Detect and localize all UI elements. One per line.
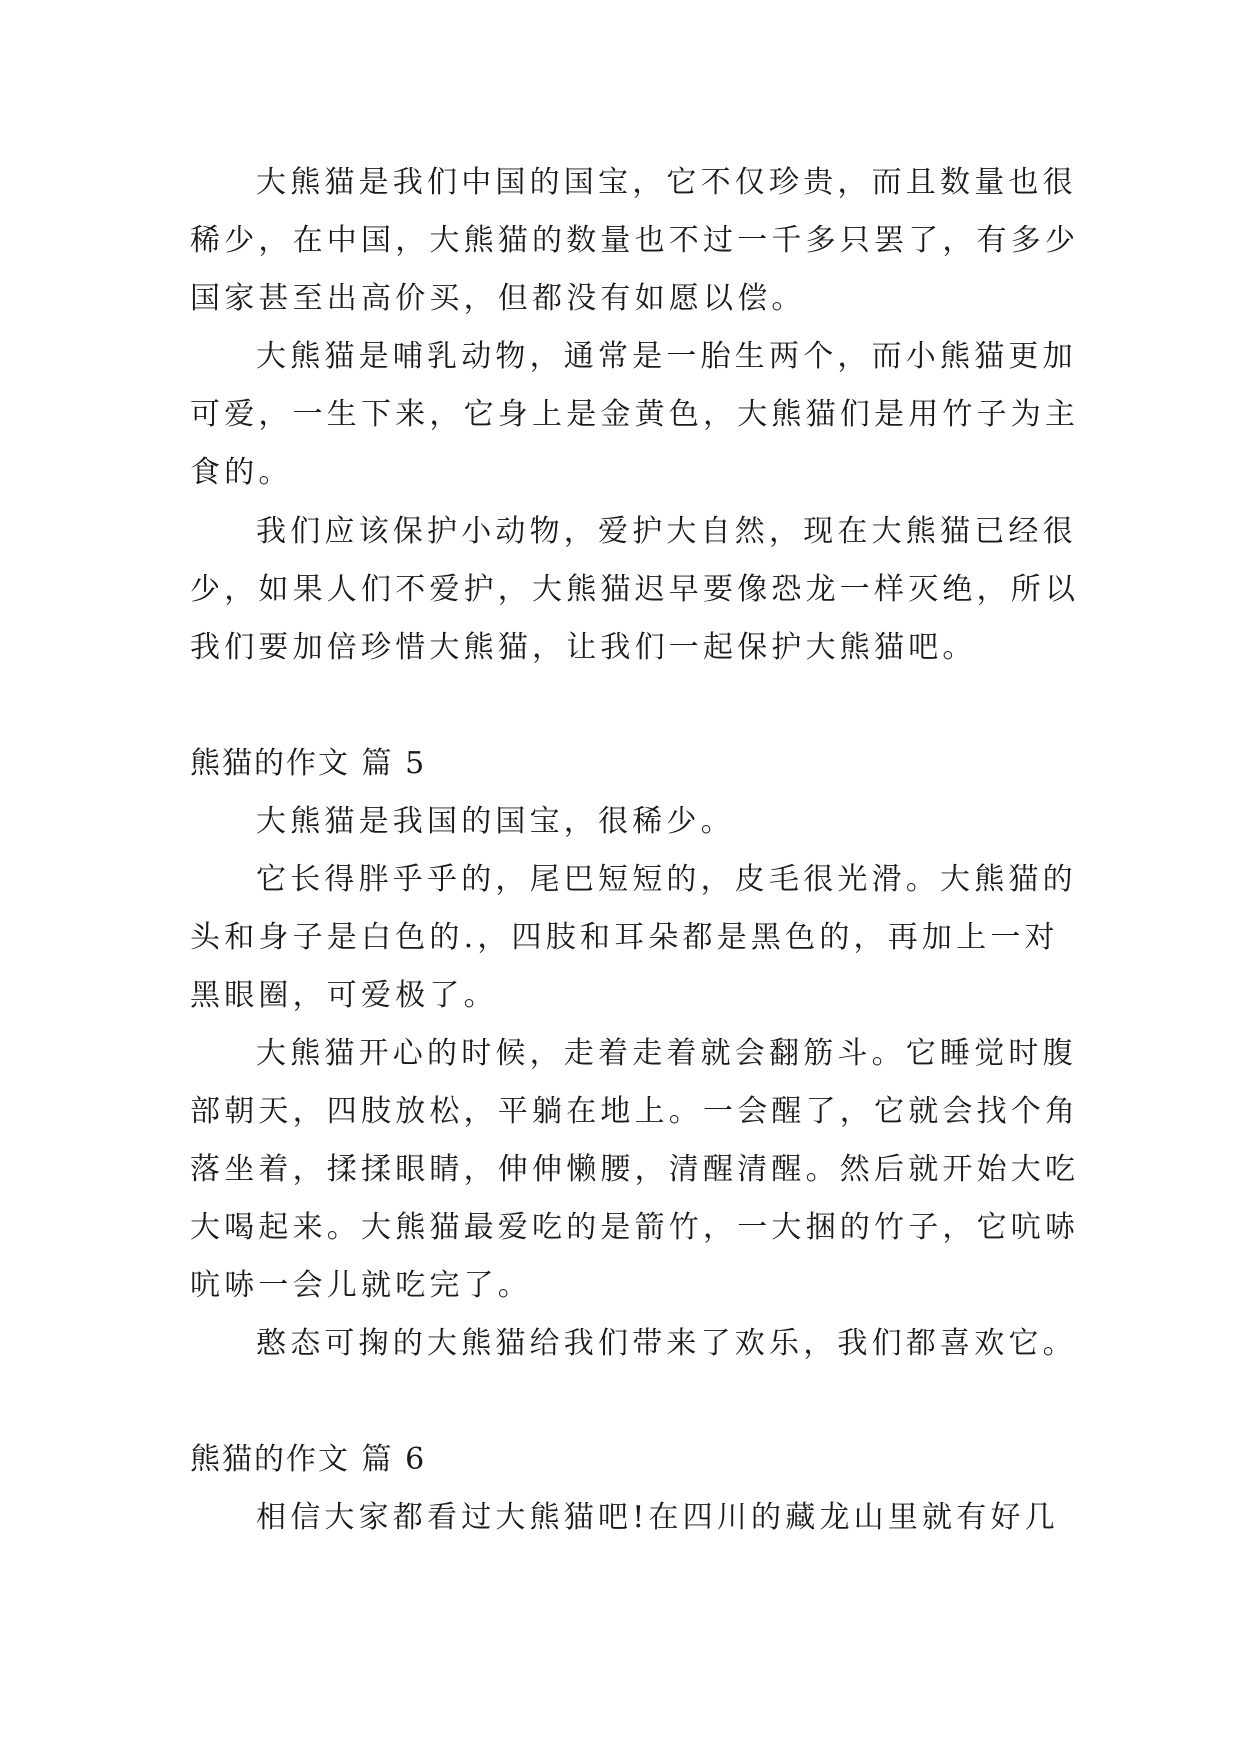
paragraph-line: 大熊猫是我国的国宝，很稀少。 <box>256 804 735 839</box>
section-heading: 熊猫的作文 篇 5 <box>190 746 427 781</box>
paragraph-line: 我们要加倍珍惜大熊猫，让我们一起保护大熊猫吧。 <box>190 630 977 665</box>
paragraph-line: 食的。 <box>190 455 293 490</box>
paragraph-line: 黑眼圈，可爱极了。 <box>190 978 498 1013</box>
paragraph-line: 它长得胖乎乎的，尾巴短短的，皮毛很光滑。大熊猫的 <box>256 862 1077 897</box>
paragraph-line: 大喝起来。大熊猫最爱吃的是箭竹，一大捆的竹子，它吭哧 <box>190 1210 1080 1245</box>
paragraph-line: 国家甚至出高价买，但都没有如愿以偿。 <box>190 281 806 316</box>
paragraph-line: 大熊猫是我们中国的国宝，它不仅珍贵，而且数量也很 <box>256 165 1077 200</box>
paragraph-line: 憨态可掬的大熊猫给我们带来了欢乐，我们都喜欢它。 <box>256 1326 1077 1361</box>
paragraph-line: 相信大家都看过大熊猫吧!在四川的藏龙山里就有好几 <box>256 1500 1059 1535</box>
paragraph-line: 部朝天，四肢放松，平躺在地上。一会醒了，它就会找个角 <box>190 1094 1080 1129</box>
paragraph-line: 大熊猫是哺乳动物，通常是一胎生两个，而小熊猫更加 <box>256 339 1077 374</box>
paragraph-line: 大熊猫开心的时候，走着走着就会翻筋斗。它睡觉时腹 <box>256 1036 1077 1071</box>
paragraph-line: 头和身子是白色的.，四肢和耳朵都是黑色的，再加上一对 <box>190 920 1059 955</box>
paragraph-line: 少，如果人们不爱护，大熊猫迟早要像恐龙一样灭绝，所以 <box>190 572 1080 607</box>
paragraph-line: 稀少，在中国，大熊猫的数量也不过一千多只罢了，有多少 <box>190 223 1080 258</box>
paragraph-line: 可爱，一生下来，它身上是金黄色，大熊猫们是用竹子为主 <box>190 397 1080 432</box>
paragraph-line: 吭哧一会儿就吃完了。 <box>190 1268 532 1303</box>
paragraph-line: 我们应该保护小动物，爱护大自然，现在大熊猫已经很 <box>256 514 1077 549</box>
section-heading: 熊猫的作文 篇 6 <box>190 1442 427 1477</box>
paragraph-line: 落坐着，揉揉眼睛，伸伸懒腰，清醒清醒。然后就开始大吃 <box>190 1152 1080 1187</box>
